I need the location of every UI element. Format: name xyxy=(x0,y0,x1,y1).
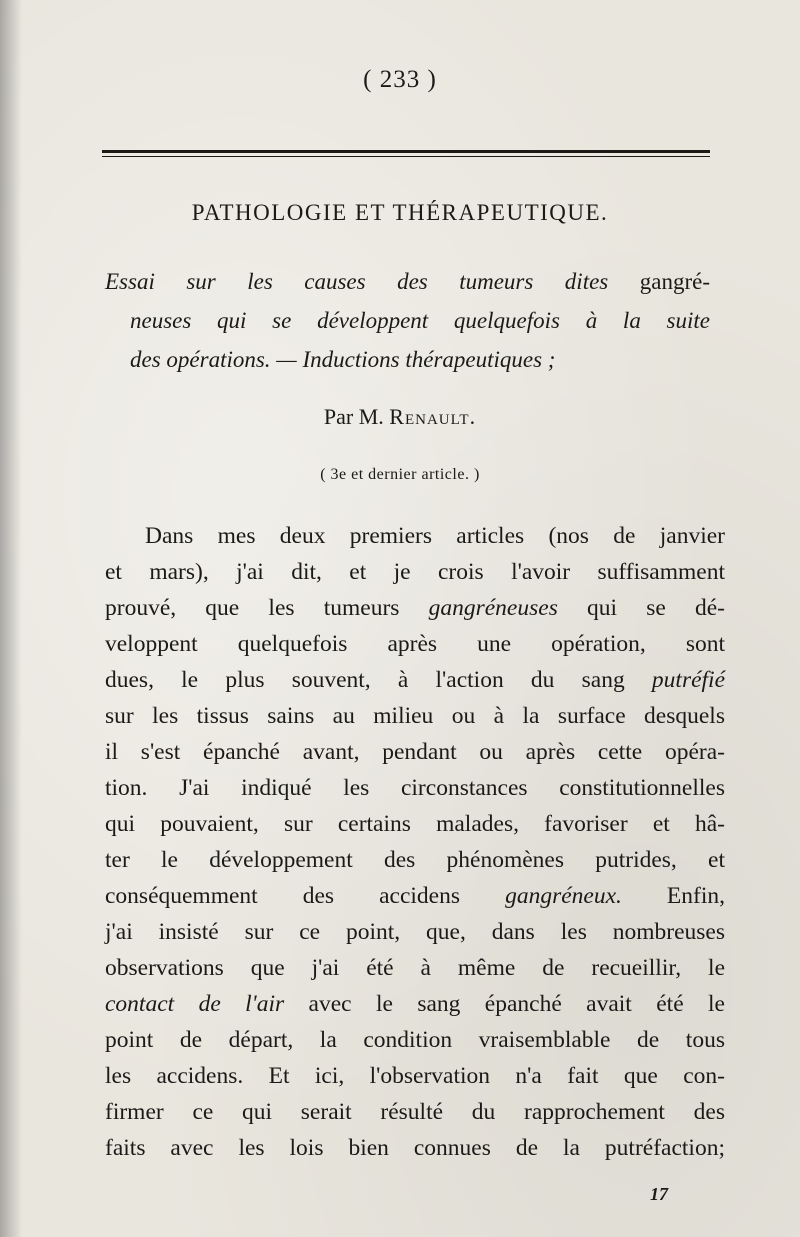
header-rule-thick xyxy=(102,150,710,153)
header-double-rule xyxy=(102,150,710,159)
body-line: qui pouvaient, sur certains malades, favoriser et hâ- xyxy=(105,811,725,837)
signature-mark: 17 xyxy=(650,1184,668,1204)
italic-term: putréfié xyxy=(651,667,726,693)
body-line: observations que j'ai été à même de recueillir, le xyxy=(105,955,725,981)
page-number: ( 233 ) xyxy=(363,66,437,93)
body-line: Dans mes deux premiers articles (nos de janvier xyxy=(145,523,725,549)
italic-term: gangréneux. xyxy=(505,883,622,909)
body-line: point de départ, la condition vraisemblable de tous xyxy=(105,1027,725,1053)
author-name: Renault. xyxy=(389,404,477,429)
italic-term: contact de l'air xyxy=(105,991,285,1017)
body-line: sur les tissus sains au milieu ou à la surface desquels xyxy=(105,703,725,729)
subtitle-italic-part: Essai sur les causes des tumeurs dites xyxy=(105,269,609,294)
header-rule-thin xyxy=(102,156,710,157)
body-line: contact de l'air avec le sang épanché avait été le xyxy=(105,991,725,1017)
body-line: firmer ce qui serait résulté du rapprochement des xyxy=(105,1099,725,1125)
subtitle-upright-part: gangré- xyxy=(639,269,711,294)
italic-term: gangréneuses xyxy=(428,595,558,621)
body-line: faits avec les lois bien connues de la putréfaction; xyxy=(105,1135,725,1161)
article-note: ( 3e et dernier article. ) xyxy=(320,466,480,483)
body-line: et mars), j'ai dit, et je crois l'avoir suffisamment xyxy=(105,559,725,585)
body-line: les accidens. Et ici, l'observation n'a fait que con- xyxy=(105,1063,725,1089)
author-byline xyxy=(0,404,800,430)
body-line: prouvé, que les tumeurs gangréneuses qui se dé- xyxy=(105,595,725,621)
article-subtitle-line-1 xyxy=(105,262,710,301)
body-line: il s'est épanché avant, pendant ou après cette opéra- xyxy=(105,739,725,765)
author-prefix: Par M. xyxy=(323,404,384,429)
body-line: j'ai insisté sur ce point, que, dans les nombreuses xyxy=(105,919,725,945)
body-line: dues, le plus souvent, à l'action du sang putréfié xyxy=(105,667,726,693)
body-line: veloppent quelquefois après une opération, sont xyxy=(105,631,725,657)
body-line: conséquemment des accidens gangréneux. Enfin, xyxy=(105,883,726,909)
section-title: PATHOLOGIE ET THÉRAPEUTIQUE. xyxy=(191,200,609,225)
page-gutter-shadow xyxy=(0,0,22,1237)
article-subtitle-line-2: neuses qui se développent quelquefois à la suite xyxy=(130,308,710,333)
body-line: ter le développement des phénomènes putrides, et xyxy=(105,847,725,873)
article-subtitle-line-3: des opérations. — Inductions thérapeutiques ; xyxy=(130,347,556,372)
body-line: tion. J'ai indiqué les circonstances constitutionnelles xyxy=(105,775,725,801)
